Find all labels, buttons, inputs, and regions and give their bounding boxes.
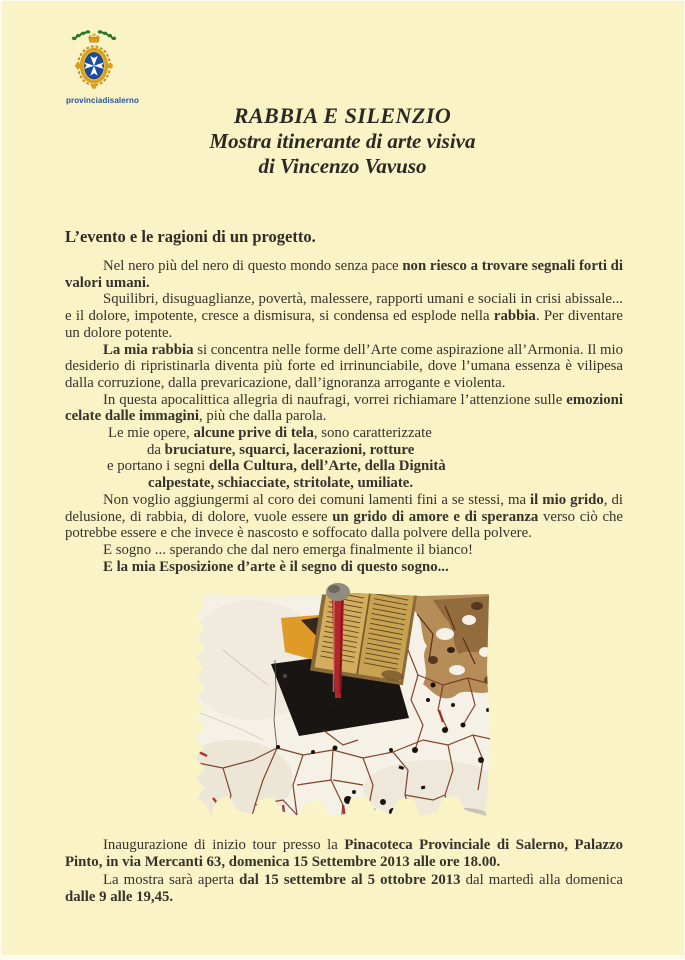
paragraph xyxy=(65,872,623,907)
paragraph xyxy=(147,442,623,459)
crest-icon xyxy=(70,28,118,94)
text-span: si concentra nelle forme dell’Arte come aspirazione all’Armonia. Il mio desiderio di ripristinarla diventa più forte ed irrinunciabile, dove l’umana essenza è vilipesa dalla corruzione, dalla prevaricazione, dall’ignoranza arrogante e violenta. xyxy=(65,341,624,391)
bold-text-span: il mio grido xyxy=(530,491,604,508)
text-span: verso ciò che potrebbe essere e che invece è nascosto e soffocato dalla polvere della polvere. xyxy=(65,508,623,542)
title-block xyxy=(0,103,685,179)
paragraph xyxy=(107,458,623,475)
bold-text-span: dalle 9 alle 19,45. xyxy=(65,889,174,906)
bold-text-span: La mia rabbia xyxy=(103,341,194,358)
paragraph xyxy=(65,258,623,291)
book-pages xyxy=(310,578,418,685)
bold-text-span: emozioni celate dalle immagini xyxy=(65,391,623,425)
text-span: Inaugurazione di inizio tour presso la xyxy=(103,837,345,853)
footer-text xyxy=(65,837,623,907)
bold-text-span: E la mia Esposizione d’arte è il segno di questo sogno... xyxy=(103,558,449,575)
provincia-salerno-logo xyxy=(66,28,139,105)
bold-text-span: dal 15 settembre al 5 ottobre 2013 xyxy=(239,871,461,888)
bold-text-span: della Cultura, dell’Arte, della Dignità xyxy=(208,458,446,475)
text-span: E sogno ... sperando che dal nero emerga finalmente il bianco! xyxy=(103,541,473,558)
paragraph xyxy=(108,425,623,442)
bold-text-span: Pinacoteca Provinciale di Salerno, Palazzo Pinto, in via Mercanti 63, domenica 15 Settembre 2013 alle ore 18.00. xyxy=(65,837,623,871)
bold-text-span: calpestate, schiacciate, stritolate, umiliate. xyxy=(148,475,414,492)
artwork-photo-image xyxy=(193,578,495,824)
text-span: In questa apocalittica allegria di naufragi, vorrei richiamare l’attenzione sulle xyxy=(103,391,567,408)
bold-text-span: rabbia xyxy=(493,308,536,325)
paragraph xyxy=(65,392,623,425)
exhibition-title: RABBIA E SILENZIO xyxy=(233,103,452,128)
bold-text-span: alcune prive di tela xyxy=(193,425,314,442)
paragraph xyxy=(65,837,623,872)
text-span: Non voglio aggiungermi al coro dei comuni lamenti fini a se stessi, ma xyxy=(103,491,531,508)
paragraph xyxy=(65,492,623,542)
text-span: La mostra sarà aperta xyxy=(103,871,240,888)
candle-wax-blob xyxy=(326,583,350,601)
bold-text-span: un grido di amore e di speranza xyxy=(332,508,539,525)
bold-text-span: bruciature, squarci, lacerazioni, rotture xyxy=(164,441,415,458)
text-span: da xyxy=(147,441,165,458)
crown-icon xyxy=(89,33,100,42)
text-span: , di delusione, di rabbia, di dolore, vuole essere xyxy=(65,491,623,525)
paragraph xyxy=(65,559,623,576)
section-heading: L’evento e le ragioni di un progetto. xyxy=(65,227,316,246)
text-span: . Per diventare un dolore potente. xyxy=(65,308,623,341)
text-span: , sono caratterizzate xyxy=(313,425,432,442)
text-span: Squilibri, disuguaglianze, povertà, malessere, rapporti umani e sociali in crisi abissale... e il dolore, impotente, cresce a dismisura, si condensa ed esplode nella xyxy=(65,291,623,325)
logo-caption: provinciadisalerno xyxy=(66,96,139,105)
paragraph xyxy=(65,342,623,392)
paragraph xyxy=(65,291,623,341)
body-text xyxy=(65,258,623,575)
artwork-photo xyxy=(193,578,495,824)
exhibition-subtitle: Mostra itinerante di arte visiva xyxy=(209,129,476,153)
paragraph xyxy=(65,542,623,559)
text-span: Nel nero più del nero di questo mondo senza pace xyxy=(103,258,403,274)
paragraph xyxy=(148,475,623,492)
text-span: , più che dalla parola. xyxy=(198,408,327,425)
bold-text-span: non riesco a trovare segnali forti di valori umani. xyxy=(65,258,623,291)
text-span: Le mie opere, xyxy=(108,425,194,442)
text-span: dal martedì alla domenica xyxy=(460,871,623,888)
text-span: e portano i segni xyxy=(107,458,209,475)
exhibition-author: di Vincenzo Vavuso xyxy=(258,154,427,178)
